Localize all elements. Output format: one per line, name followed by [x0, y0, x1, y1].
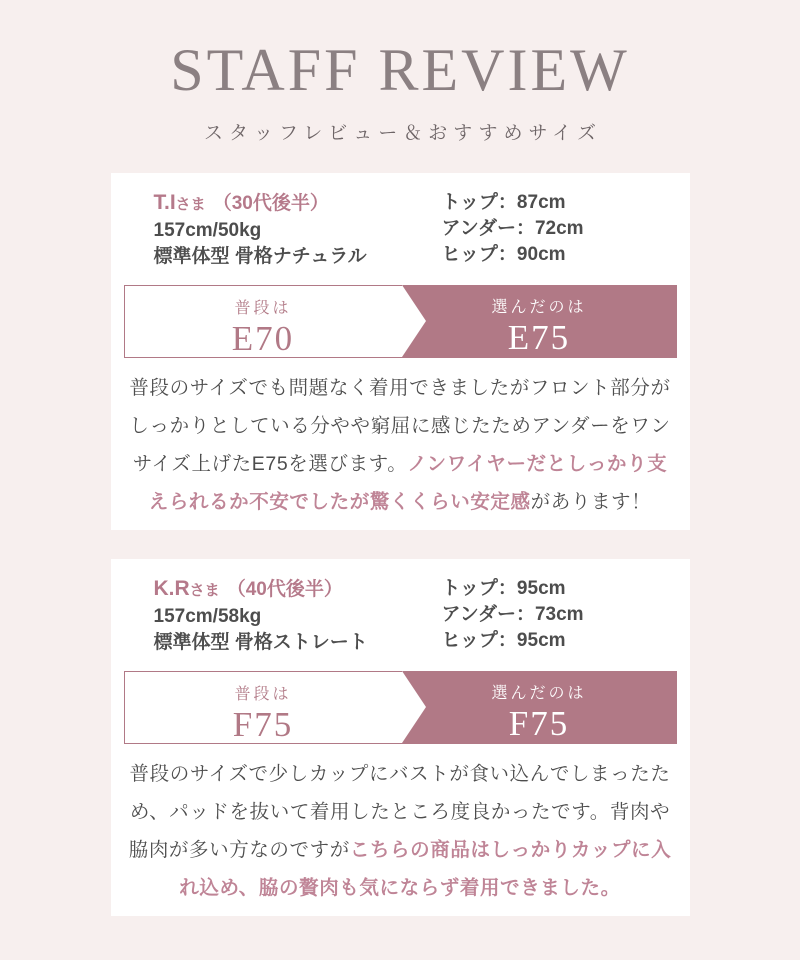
- page-title: STAFF REVIEW: [170, 37, 630, 103]
- chosen-size-panel: [402, 285, 677, 358]
- usual-size-value: E70: [231, 319, 295, 358]
- reviewer-body-type: 標準体型 骨格ナチュラル: [153, 246, 367, 267]
- page-header: [0, 0, 800, 143]
- usual-size-label: 普段は: [234, 300, 292, 317]
- review-card-1: [111, 173, 690, 530]
- usual-size-panel: [124, 285, 402, 358]
- reviewer-height-weight: 157cm/50kg: [153, 220, 262, 241]
- review-text-highlight: ノンワイヤーだとしっかり支えられるか不安でしたが驚くくらい安定感: [148, 453, 668, 513]
- reviewer-age: （40代後半）: [226, 579, 343, 600]
- reviewer-body-type: 標準体型 骨格ストレート: [153, 632, 368, 653]
- measurement-hip: ヒップ：90cm: [441, 244, 566, 265]
- reviewer-header: [111, 190, 690, 270]
- measurement-under: アンダー：73cm: [441, 604, 584, 625]
- reviewer-honorific: さま: [175, 196, 206, 213]
- measurement-top: トップ：95cm: [441, 578, 566, 599]
- reviewer-header: [111, 576, 690, 656]
- reviewer-height-weight: 157cm/58kg: [153, 606, 262, 627]
- usual-size-panel: [124, 671, 402, 744]
- usual-size-value: F75: [232, 705, 294, 744]
- chosen-size-value: F75: [508, 704, 570, 743]
- reviewer-profile: [154, 576, 442, 656]
- chosen-size-panel: [402, 671, 677, 744]
- reviewer-name: T.I: [153, 191, 176, 214]
- measurement-top: トップ：87cm: [441, 192, 566, 213]
- reviewer-measurements: [442, 190, 690, 270]
- reviewer-name: K.R: [153, 577, 190, 600]
- chosen-size-value: E75: [507, 318, 571, 357]
- review-text: [126, 369, 674, 521]
- size-comparison-banner: [124, 671, 677, 744]
- reviewer-profile: [154, 190, 442, 270]
- chosen-size-label: 選んだのは: [491, 299, 587, 316]
- review-text-normal: 普段のサイズでも問題なく着用できましたがフロント部分がしっかりとしている分やや窮屈に感じたためアンダーをワンサイズ上げたE75を選びます。: [129, 377, 671, 475]
- review-text-tail: があります！: [530, 491, 652, 513]
- reviewer-age: （30代後半）: [212, 193, 329, 214]
- chosen-size-label: 選んだのは: [491, 685, 587, 702]
- reviewer-measurements: [442, 576, 690, 656]
- usual-size-label: 普段は: [234, 686, 292, 703]
- review-text: [126, 755, 674, 907]
- review-card-2: [111, 559, 690, 916]
- size-comparison-banner: [124, 285, 677, 358]
- reviewer-name-line: [154, 190, 442, 218]
- measurement-hip: ヒップ：95cm: [441, 630, 566, 651]
- page-subtitle: スタッフレビュー＆おすすめサイズ: [204, 123, 602, 144]
- measurement-under: アンダー：72cm: [441, 218, 584, 239]
- reviewer-honorific: さま: [189, 582, 220, 599]
- review-text-highlight: こちらの商品はしっかりカップに入れ込め、脇の贅肉も気にならず着用できました。: [179, 839, 672, 899]
- review-text-normal: 普段のサイズで少しカップにバストが食い込んでしまったため、パッドを抜いて着用したところ度良かったです。背肉や脇肉が多い方なのですが: [128, 763, 671, 861]
- reviewer-name-line: [154, 576, 442, 604]
